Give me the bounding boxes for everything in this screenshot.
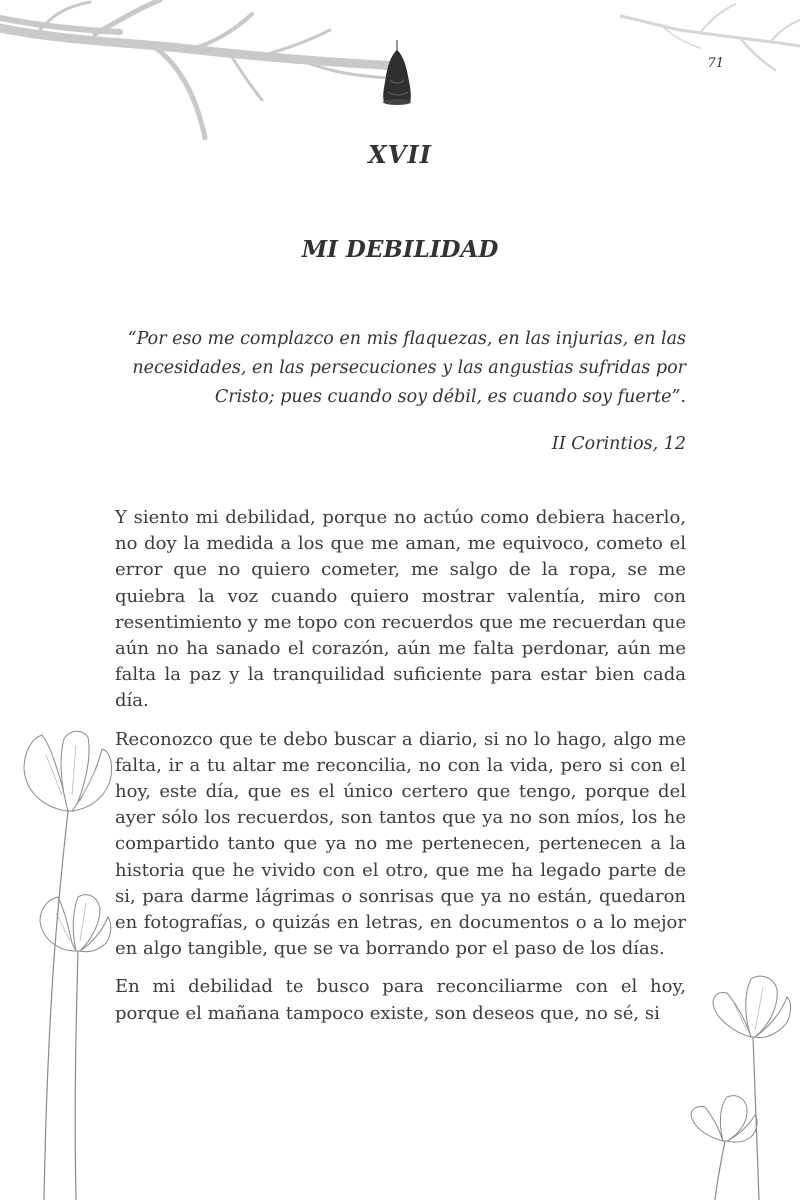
page-number: 71 — [707, 56, 724, 71]
epigraph-source: II Corintios, 12 — [551, 434, 686, 454]
branch-left-icon — [0, 0, 420, 140]
paragraph: En mi debilidad te busco para reconciliarme con el hoy, porque el mañana tampoco existe, son deseos que, no sé, si — [115, 976, 686, 1024]
chapter-title: MI DEBILIDAD — [301, 236, 499, 263]
chapter-number: XVII — [368, 140, 432, 169]
poppy-flowers-left-icon — [18, 725, 118, 1200]
paragraph: Reconozco que te debo buscar a diario, si no lo hago, algo me falta, ir a tu altar me reconcilia, no con la vida, pero si con el hoy, este día, que es el único certero que tengo, porque del ayer sólo los recuerdos, son tantos que ya no son míos, los he compartido tanto que ya no me pertenecen, pertenecen a la historia que he vivido con el otro, que me ha legado parte de si, para darme lágrimas o sonrisas que ya no están, quedaron en fotografías, o quizás en letras, en documentos o a lo mejor en algo tangible, que se va borrando por el paso de los días. — [115, 728, 686, 960]
body-text — [115, 505, 686, 1039]
poppy-flowers-right-icon — [685, 965, 795, 1200]
hanging-figure-icon — [374, 40, 420, 106]
paragraph: Y siento mi debilidad, porque no actúo como debiera hacerlo, no doy la medida a los que me aman, me equivoco, cometo el error que no quiero cometer, me salgo de la ropa, se me quiebra la voz cuando quiero mostrar valentía, miro con resentimiento y me topo con recuerdos que me recuerdan que aún no ha sanado el corazón, aún me falta perdonar, aún me falta la paz y la tranquilidad suficiente para estar bien cada día. — [115, 507, 686, 712]
epigraph-quote: “Por eso me complazco en mis flaquezas, en las injurias, en las necesidades, en las persecuciones y las angustias sufridas por Cristo; pues cuando soy débil, es cuando soy fuerte”. — [127, 329, 686, 407]
